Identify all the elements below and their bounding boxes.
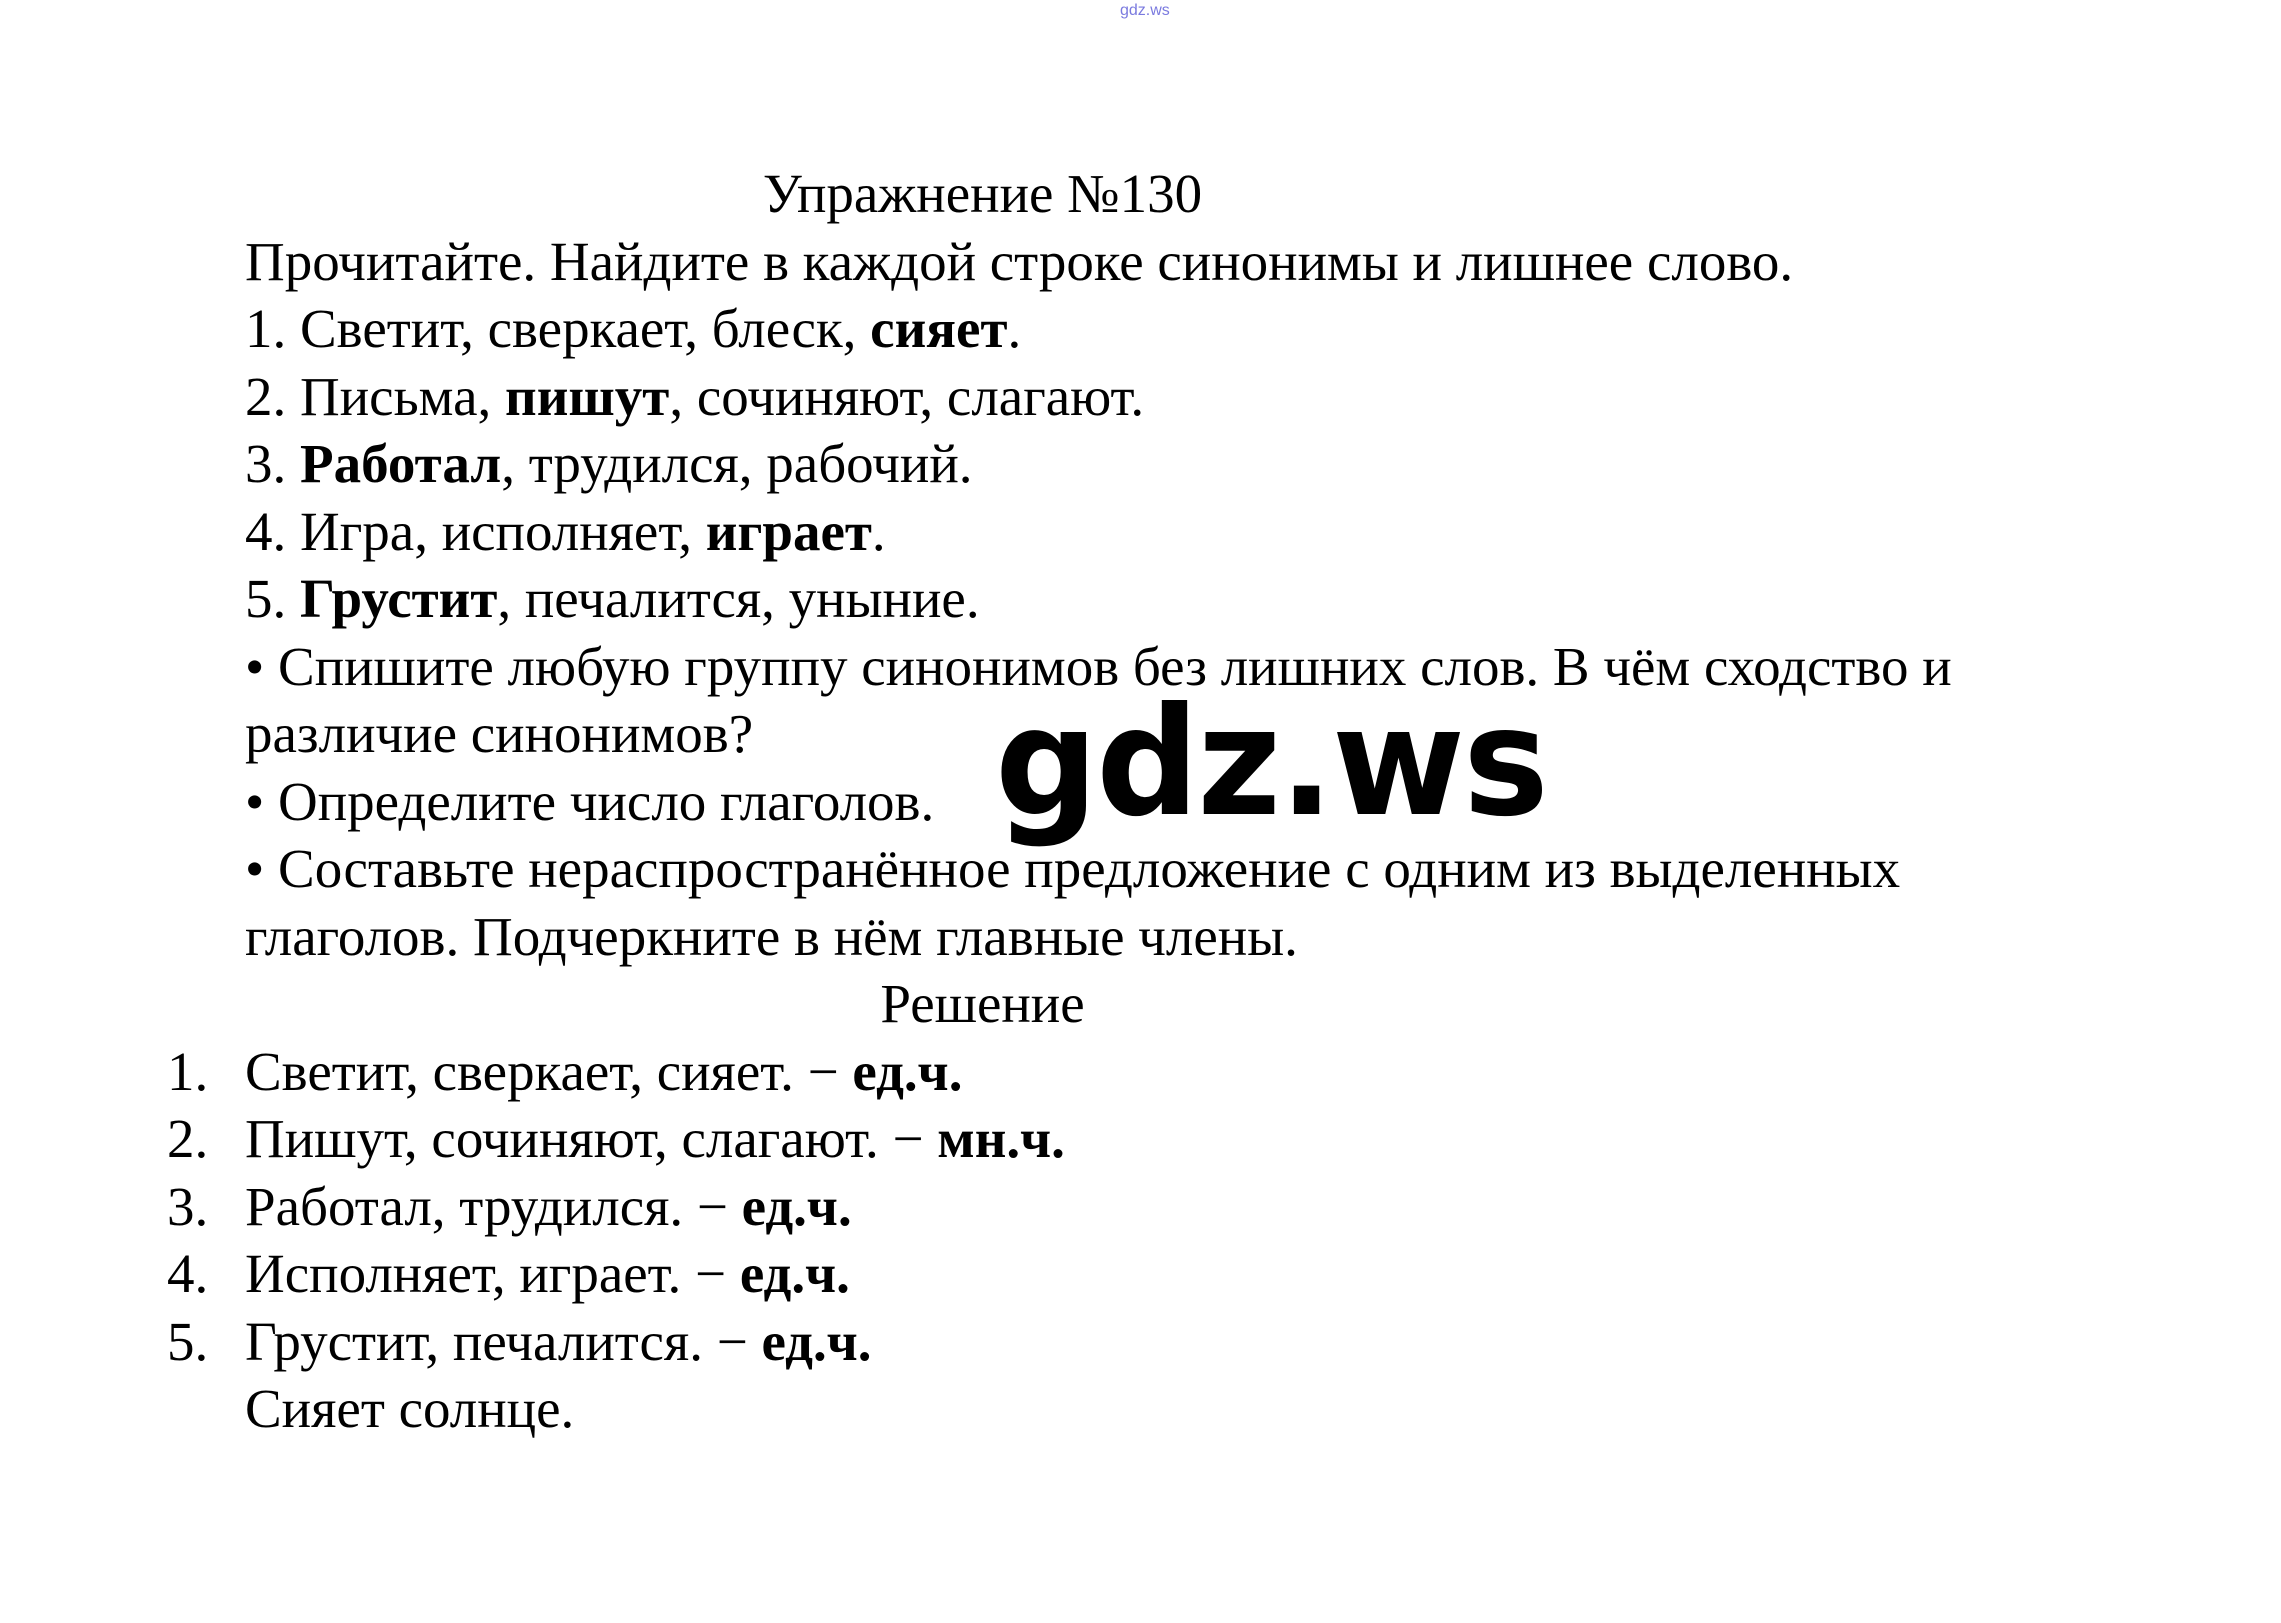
- watermark-logo: gdz.ws: [995, 676, 1547, 850]
- task-text: 4. Игра, исполняет,: [245, 500, 706, 562]
- task-text: 3.: [245, 433, 300, 494]
- solution-row-4: [167, 1240, 2145, 1308]
- task-line-5: [245, 565, 2145, 633]
- final-sentence: Сияет солнце.: [245, 1378, 575, 1439]
- task-bold-word: пишут: [505, 365, 670, 427]
- solution-number: 3.: [167, 1175, 209, 1237]
- task-text: , печалится, уныние.: [497, 568, 980, 629]
- task-text: 2. Письма,: [245, 365, 505, 427]
- solution-row-5: [167, 1308, 2145, 1376]
- task-line-4: [245, 498, 2145, 566]
- task-text: .: [1007, 298, 1022, 359]
- task-text: .: [871, 500, 886, 562]
- task-text: , трудился, рабочий.: [501, 433, 973, 494]
- task-line-3: [245, 430, 2145, 498]
- solution-row-2: [167, 1105, 2145, 1173]
- top-watermark-text: gdz.ws: [1120, 2, 1170, 19]
- solution-bold: ед.ч.: [852, 1040, 963, 1102]
- task-text: 1. Светит, сверкает, блеск,: [245, 298, 871, 359]
- bullet-count-verbs: • Определите число глаголов.: [245, 770, 935, 832]
- exercise-title: Упражнение №130: [762, 163, 1203, 224]
- task-bold-word: Грустит: [300, 568, 498, 629]
- solution-bold: ед.ч.: [741, 1175, 852, 1237]
- solution-text: Пишут, сочиняют, слагают. −: [245, 1108, 938, 1169]
- solution-bold: ед.ч.: [739, 1243, 850, 1304]
- task-bold-word: Работал: [300, 433, 502, 494]
- solution-bold: мн.ч.: [937, 1108, 1065, 1169]
- task-line-1: [245, 295, 2145, 363]
- task-bold-word: играет: [705, 500, 872, 562]
- solution-text: Грустит, печалится. −: [245, 1310, 762, 1372]
- solution-row-1: [167, 1038, 2145, 1106]
- task-bold-word: сияет: [870, 298, 1008, 359]
- solution-number: 5.: [167, 1310, 209, 1372]
- instruction-text: Прочитайте. Найдите в каждой строке синонимы и лишнее слово.: [245, 230, 1794, 292]
- bullet-compose-sentence: • Составьте нераспространённое предложение с одним из выделенных глаголов. Подчеркните в нём главные члены.: [245, 838, 1901, 967]
- solution-bold: ед.ч.: [761, 1310, 872, 1372]
- solution-heading: Решение: [880, 973, 1085, 1034]
- solution-text: Светит, сверкает, сияет. −: [245, 1040, 853, 1102]
- solution-text: Исполняет, играет. −: [245, 1243, 740, 1304]
- solution-row-3: [167, 1173, 2145, 1241]
- solution-number: 4.: [167, 1243, 209, 1304]
- solution-number: 1.: [167, 1040, 209, 1102]
- task-text: 5.: [245, 568, 300, 629]
- task-line-2: [245, 363, 2145, 431]
- solution-text: Работал, трудился. −: [245, 1175, 742, 1237]
- solution-number: 2.: [167, 1108, 209, 1169]
- task-text: , сочиняют, слагают.: [669, 365, 1145, 427]
- bullet-copy-synonyms: • Спишите любую группу синонимов без лишних слов. В чём сходство и различие синонимов?: [245, 635, 1952, 764]
